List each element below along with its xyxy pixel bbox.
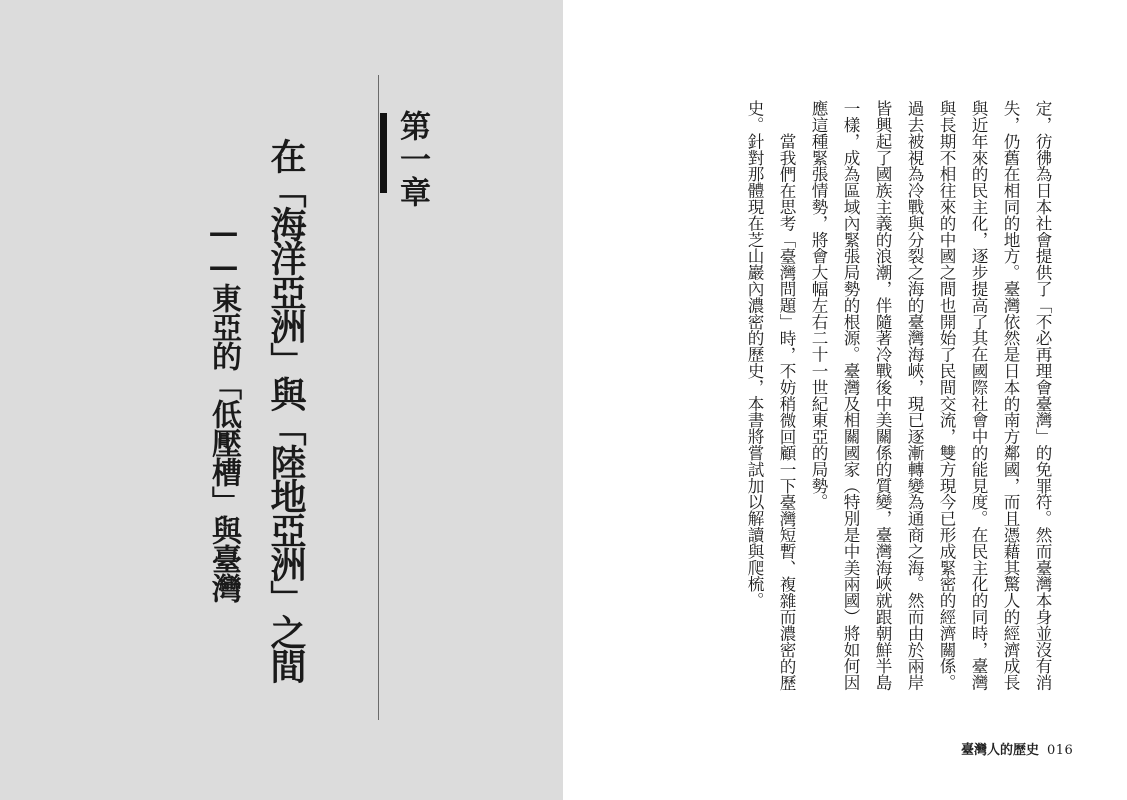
paragraph: 定，彷彿為日本社會提供了「不必再理會臺灣」的免罪符。然而臺灣本身並沒有消失，仍舊在相同的地方。臺灣依然是日本的南方鄰國，而且憑藉其驚人的經濟成長與近年來的民主化，逐步提高了其在國際社會中的能見度。在民主化的同時，臺灣與長期不相往來的中國之間也開始了民間交流，雙方現今已形成緊密的經濟關係。過去被視為冷戰與分裂之海的臺灣海峽，現已逐漸轉變為通商之海。然而由於兩岸皆興起了國族主義的浪潮，伴隨著冷戰後中美關係的質變，臺灣海峽就跟朝鮮半島一樣，成為區域內緊張局勢的根源。臺灣及相關國家（特別是中美兩國）將如何因應這種緊張情勢，將會大幅左右二十一世紀東亞的局勢。 bbox=[809, 100, 1052, 691]
chapter-label: 第一章 bbox=[394, 110, 430, 209]
paragraph: 當我們在思考「臺灣問題」時，不妨稍微回顧一下臺灣短暫、複雜而濃密的歷史。針對那體現在芝山巖內濃密的歷史，本書將嘗試加以解讀與爬梳。 bbox=[745, 100, 796, 691]
running-footer bbox=[961, 739, 1073, 758]
page-number: 016 bbox=[1047, 743, 1074, 758]
body-text bbox=[745, 100, 1058, 700]
left-page bbox=[0, 0, 563, 800]
chapter-marker-bar bbox=[380, 113, 387, 193]
book-title: 臺灣人的歷史 bbox=[961, 743, 1040, 758]
chapter-subtitle: ——東亞的「低壓槽」與臺灣 bbox=[206, 215, 241, 602]
vertical-rule bbox=[378, 75, 379, 720]
chapter-title: 在「海洋亞洲」與「陸地亞洲」之間 bbox=[265, 138, 307, 682]
